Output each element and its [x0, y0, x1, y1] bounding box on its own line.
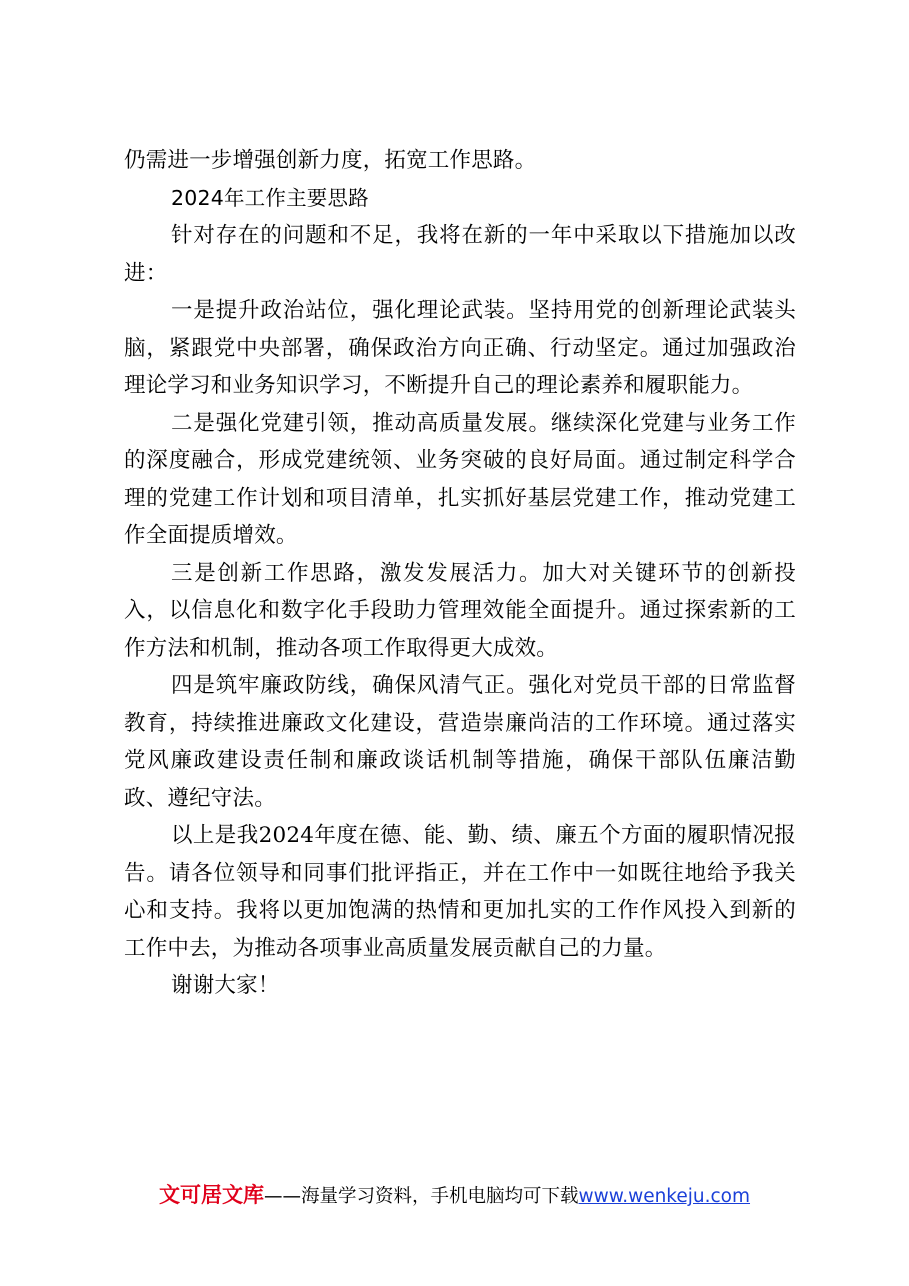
document-body	[124, 142, 796, 1005]
footer-tagline: ——海量学习资料，手机电脑均可下载	[263, 1186, 579, 1207]
paragraph-thanks: 谢谢大家！	[171, 973, 280, 998]
section-heading: 2024年工作主要思路	[171, 185, 369, 210]
paragraph-measure-one: 一是提升政治站位，强化理论武装。坚持用党的创新理论武装头脑，紧跟党中央部署，确保政治方向正确、行动坚定。通过加强政治理论学习和业务知识学习，不断提升自己的理论素养和履职能力。	[124, 298, 796, 398]
paragraph-measure-four: 四是筑牢廉政防线，确保风清气正。强化对党员干部的日常监督教育，持续推进廉政文化建设，营造崇廉尚洁的工作环境。通过落实党风廉政建设责任制和廉政谈话机制等措施，确保干部队伍廉洁勤政、遵纪守法。	[124, 673, 796, 811]
footer-banner	[0, 1180, 909, 1212]
footer-brand: 文可居文库	[158, 1183, 264, 1207]
paragraph-intro: 针对存在的问题和不足，我将在新的一年中采取以下措施加以改进：	[124, 223, 796, 286]
paragraph-continuation: 仍需进一步增强创新力度，拓宽工作思路。	[124, 148, 537, 173]
paragraph-conclusion: 以上是我2024年度在德、能、勤、绩、廉五个方面的履职情况报告。请各位领导和同事们批评指正，并在工作中一如既往地给予我关心和支持。我将以更加饱满的热情和更加扎实的工作作风投入到新的工作中去，为推动各项事业高质量发展贡献自己的力量。	[124, 823, 796, 961]
paragraph-measure-three: 三是创新工作思路，激发发展活力。加大对关键环节的创新投入，以信息化和数字化手段助力管理效能全面提升。通过探索新的工作方法和机制，推动各项工作取得更大成效。	[124, 560, 796, 661]
paragraph-measure-two: 二是强化党建引领，推动高质量发展。继续深化党建与业务工作的深度融合，形成党建统领、业务突破的良好局面。通过制定科学合理的党建工作计划和项目清单，扎实抓好基层党建工作，推动党建工作全面提质增效。	[124, 410, 796, 548]
footer-site-link[interactable]: www.wenkeju.com	[578, 1186, 751, 1207]
